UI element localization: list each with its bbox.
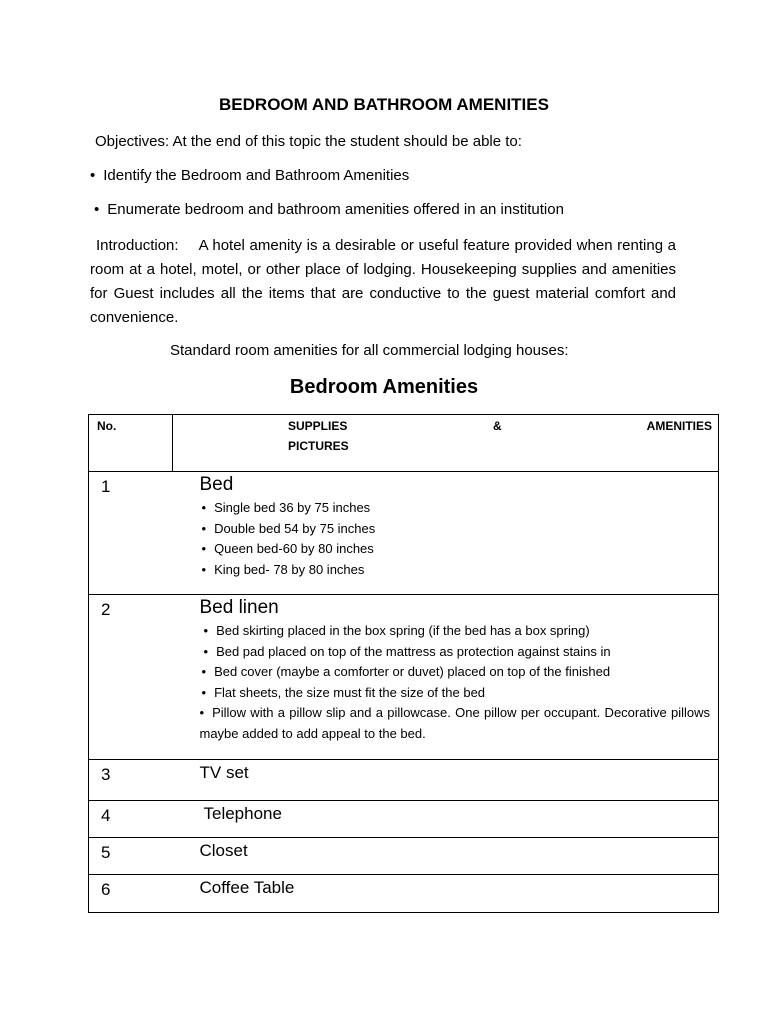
table-row <box>89 838 719 875</box>
row-content <box>173 801 719 838</box>
list-item: • Flat sheets, the size must fit the size of the bed <box>201 684 486 700</box>
header-pictures-label: PICTURES <box>288 439 349 453</box>
bullet-icon: • <box>199 705 205 720</box>
table-row <box>89 595 719 760</box>
list-item: • King bed- 78 by 80 inches <box>201 561 365 577</box>
bullet-icon: • <box>203 643 209 659</box>
list-item: • Bed skirting placed in the box spring (if the bed has a box spring) <box>203 623 590 638</box>
bullet-icon: • <box>201 664 207 679</box>
row-number: 1 <box>89 472 173 595</box>
bullet-icon: • <box>201 520 207 536</box>
row-number: 4 <box>89 801 173 838</box>
bullet-icon: • <box>201 684 207 700</box>
table-row <box>89 801 719 838</box>
header-amenities-label: AMENITIES <box>646 419 712 433</box>
item-name: Coffee Table <box>199 878 295 897</box>
bullet-icon: • <box>201 561 207 577</box>
list-item: • Bed pad placed on top of the mattress as protection against stains in <box>203 643 611 659</box>
objective-bullet-1 <box>90 167 409 184</box>
row-number: 5 <box>89 838 173 875</box>
introduction-label: Introduction: <box>96 237 179 254</box>
page-title: BEDROOM AND BATHROOM AMENITIES <box>219 95 549 114</box>
list-item: • Bed cover (maybe a comforter or duvet) placed on top of the finished <box>201 664 611 679</box>
objectives-line: Objectives: At the end of this topic the student should be able to: <box>95 133 522 150</box>
list-item: • Pillow with a pillow slip and a pillowcase. One pillow per occupant. Decorative pillows maybe added to add appeal to the bed. <box>199 705 710 741</box>
row-number: 2 <box>89 595 173 760</box>
row-content <box>173 838 719 875</box>
item-name: Bed <box>199 474 234 495</box>
row-content <box>173 760 719 801</box>
bullet-icon: • <box>90 167 96 184</box>
row-content <box>173 875 719 913</box>
section-title: Bedroom Amenities <box>289 376 479 398</box>
item-name: Bed linen <box>199 597 279 618</box>
objective-text-2: Enumerate bedroom and bathroom amenities offered in an institution <box>107 201 564 218</box>
row-content <box>173 595 719 760</box>
header-supplies-label: SUPPLIES <box>288 419 348 433</box>
header-no: No. <box>89 415 173 472</box>
row-number: 3 <box>89 760 173 801</box>
item-name: Telephone <box>203 804 282 823</box>
introduction-paragraph <box>90 234 676 330</box>
header-supplies <box>173 415 719 472</box>
item-name: Closet <box>199 841 248 860</box>
amenities-table <box>88 414 719 913</box>
objective-text-1: Identify the Bedroom and Bathroom Amenities <box>103 167 410 184</box>
header-ampersand: & <box>493 419 502 433</box>
introduction-text: A hotel amenity is a desirable or useful feature provided when renting a room at a hotel, motel, or other place of lodging. Housekeeping supplies and amenities for Guest includes all the items that are conductive to the guest material comfort and convenience. <box>90 237 676 326</box>
bullet-icon: • <box>94 201 100 218</box>
bullet-icon: • <box>201 500 207 515</box>
list-item: • Queen bed-60 by 80 inches <box>201 541 374 556</box>
table-header-row <box>89 415 719 472</box>
bullet-icon: • <box>201 541 207 556</box>
list-item: • Double bed 54 by 75 inches <box>201 520 376 536</box>
list-item: • Single bed 36 by 75 inches <box>201 500 371 515</box>
row-number: 6 <box>89 875 173 913</box>
row-content <box>173 472 719 595</box>
table-row <box>89 875 719 913</box>
bullet-icon: • <box>203 623 209 638</box>
objective-bullet-2 <box>94 201 564 218</box>
item-name: TV set <box>199 763 249 782</box>
table-row <box>89 472 719 595</box>
table-row <box>89 760 719 801</box>
standard-amenities-line: Standard room amenities for all commercial lodging houses: <box>170 342 569 359</box>
